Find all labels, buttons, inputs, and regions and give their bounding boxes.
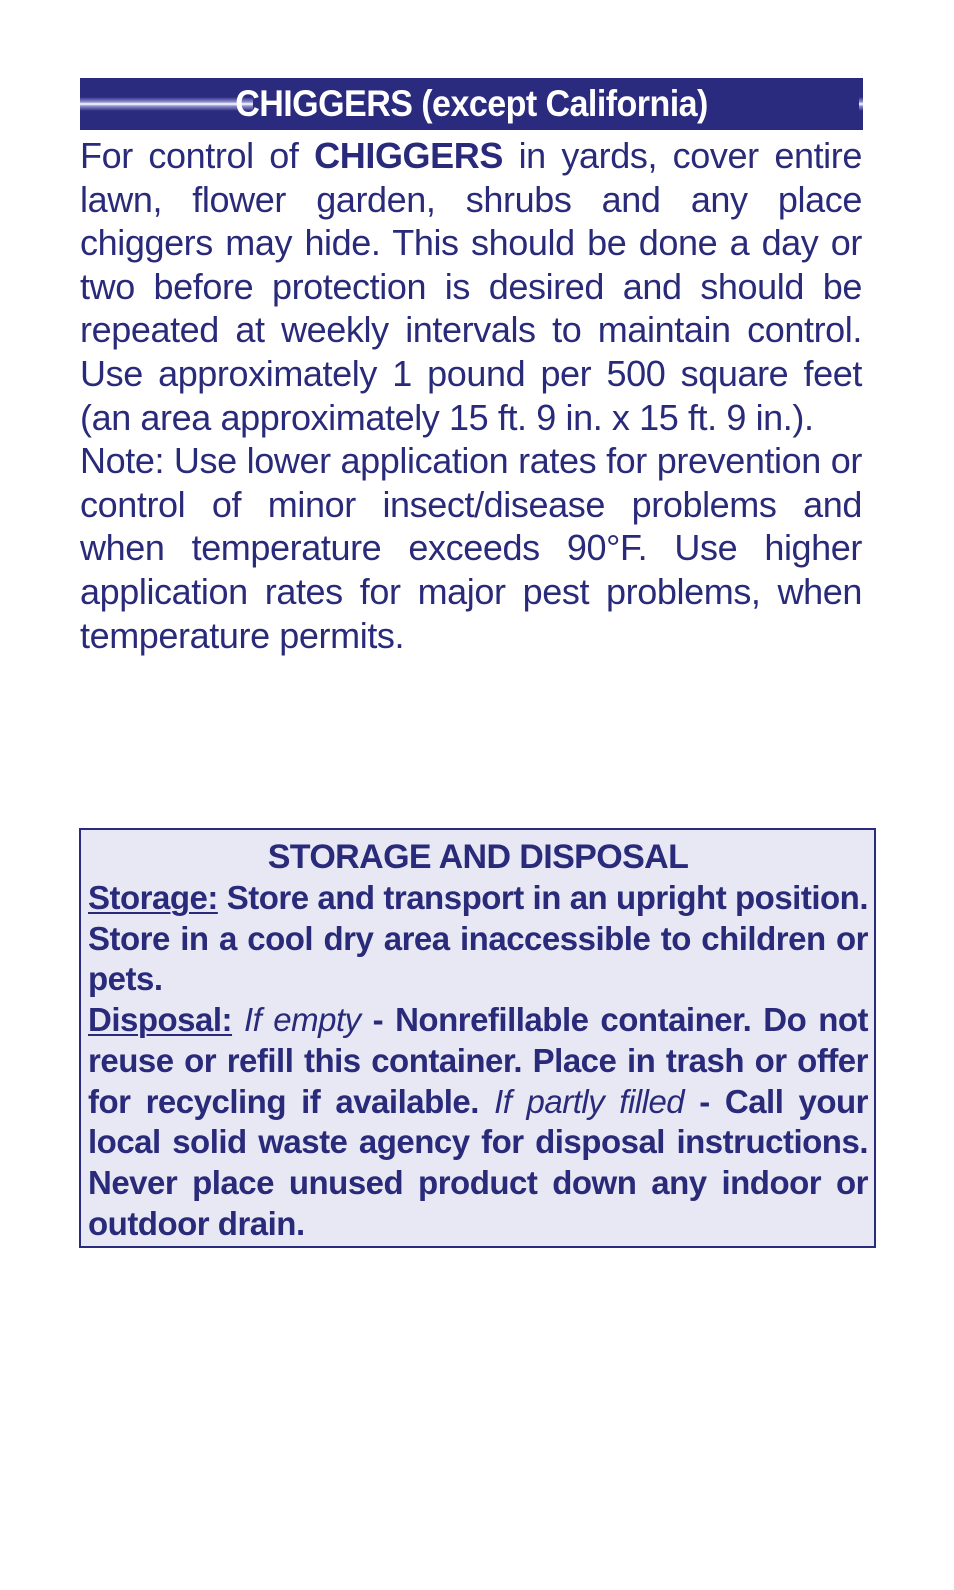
chiggers-intro-before: For control of <box>80 135 315 176</box>
storage-disposal-heading: STORAGE AND DISPOSAL <box>267 838 689 876</box>
storage-text: Store and transport in an upright position. Store in a cool dry area inaccessible to children or pets. <box>88 879 868 998</box>
disposal-partly-text: - Call your local solid waste agency for disposal instructions. Never place unused product down any indoor or outdoor drain. <box>88 1082 868 1242</box>
chiggers-intro-after: in yards, cover entire lawn, flower garden, shrubs and any place chiggers may hide. This should be done a day or two before protection is desired and should be repeated at weekly intervals to maintain control. Use approximately 1 pound per 500 square feet (an area approximately 15 ft. 9 in. x 15 ft. 9 in.). <box>80 135 862 438</box>
chiggers-instructions <box>80 134 862 439</box>
disposal-label: Disposal: <box>88 1001 233 1039</box>
disposal-empty-text: - Nonrefillable container. Do not reuse or refill this container. Place in trash or offer for recycling if available. <box>88 1001 869 1120</box>
chiggers-heading: CHIGGERS (except California) <box>235 83 708 124</box>
storage-paragraph <box>88 878 868 1000</box>
storage-disposal-box <box>79 828 876 1248</box>
chiggers-section-body <box>80 134 862 657</box>
storage-disposal-text <box>88 878 868 1244</box>
chiggers-banner <box>80 78 863 130</box>
chiggers-intro-bold: CHIGGERS <box>314 135 503 176</box>
disposal-paragraph <box>88 1000 868 1244</box>
disposal-if-empty: If empty <box>244 1001 361 1039</box>
disposal-if-partly: If partly filled <box>494 1082 685 1120</box>
storage-label: Storage: <box>88 879 218 916</box>
chiggers-note: Note: Use lower application rates for prevention or control of minor insect/disease problems and when temperature exceeds 90°F. Use higher application rates for major pest problems, when temperature permits. <box>80 440 862 656</box>
